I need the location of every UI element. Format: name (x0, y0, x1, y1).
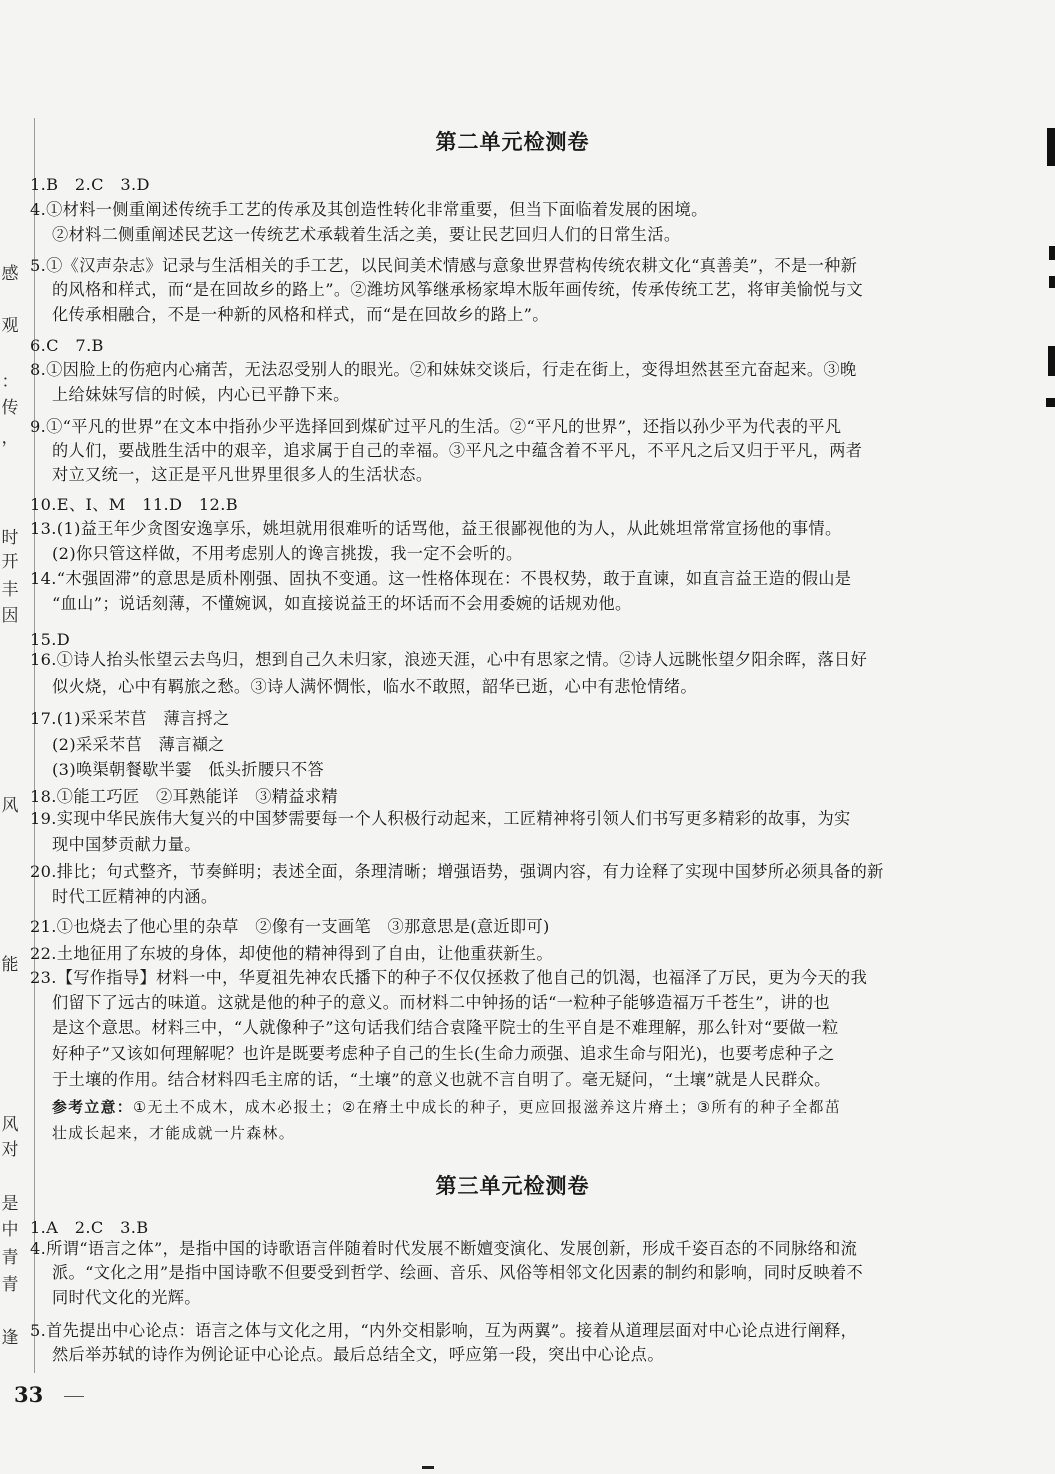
unit2-answer-line: 22.土地征用了东坡的身体，却使他的精神得到了自由，让他重获新生。 (30, 944, 553, 963)
unit2-answer-line: 的风格和样式，而“是在回故乡的路上”。②潍坊风筝继承杨家埠木版年画传统，传承传统工艺，将审美愉悦与文 (52, 280, 864, 299)
margin-char: 能 (1, 955, 19, 975)
margin-char: 因 (1, 606, 19, 626)
margin-char: 风 (1, 796, 19, 816)
unit2-answer-line: 于土壤的作用。结合材料四毛主席的话，“土壤”的意义也就不言自明了。毫无疑问，“土壤”就是人民群众。 (52, 1070, 831, 1089)
unit2-answer-line: 18.①能工巧匠 ②耳熟能详 ③精益求精 (30, 787, 338, 806)
unit2-answer-line: 19.实现中华民族伟大复兴的中国梦需要每一个人积极行动起来，工匠精神将引领人们书写更多精彩的故事，为实 (30, 809, 851, 828)
margin-char: 开 (1, 552, 19, 572)
reference-idea-line (52, 1121, 1014, 1147)
unit2-answer-line: 对立又统一，这正是平凡世界里很多人的生活状态。 (52, 465, 433, 484)
margin-char: 中 (1, 1220, 19, 1240)
unit2-answer-line: 6.C 7.B (30, 336, 104, 355)
bottom-mark (422, 1466, 434, 1469)
unit2-answer-line: (3)唤渠朝餐歇半霎 低头折腰只不答 (52, 760, 325, 779)
reference-text: 壮成长起来，才能成就一片森林。 (52, 1125, 295, 1142)
unit2-answer-line: 23.【写作指导】材料一中，华夏祖先神农氏播下的种子不仅仅拯救了他自己的饥渴，也福泽了万民，更为今天的我 (30, 968, 868, 987)
unit2-answer-line: 13.(1)益王年少贪图安逸享乐，姚坦就用很难听的话骂他，益王很鄙视他的为人，从此姚坦常常宣扬他的事情。 (30, 519, 842, 538)
unit2-answer-line: 好种子”又该如何理解呢？也许是既要考虑种子自己的生长(生命力顽强、追求生命与阳光)，也要考虑种子之 (52, 1044, 835, 1063)
unit2-title: 第二单元检测卷 (435, 130, 590, 154)
unit3-answer-line: 然后举苏轼的诗作为例论证中心论点。最后总结全文，呼应第一段，突出中心论点。 (52, 1345, 664, 1364)
page-number-rule (64, 1396, 84, 1397)
margin-char: 青 (1, 1275, 19, 1295)
unit3-answer-line: 同时代文化的光辉。 (52, 1288, 201, 1307)
unit2-answer-line: 上给妹妹写信的时候，内心已平静下来。 (52, 385, 350, 404)
unit2-answer-line: 4.①材料一侧重阐述传统手工艺的传承及其创造性转化非常重要，但当下面临着发展的困境。 (30, 200, 708, 219)
unit2-answer-line: 14.“木强固滞”的意思是质朴刚强、固执不变通。这一性格体现在：不畏权势，敢于直谏，如直言益王造的假山是 (30, 569, 852, 588)
unit2-answer-line: “血山”；说话刻薄，不懂婉讽，如直接说益王的坏话而不会用委婉的话规劝他。 (52, 594, 632, 613)
unit2-answer-line: 现中国梦贡献力量。 (52, 835, 201, 854)
margin-char: 时 (1, 528, 19, 548)
unit2-answer-line: 20.排比；句式整齐，节奏鲜明；表述全面，条理清晰；增强语势，强调内容，有力诠释了实现中国梦所必须具备的新 (30, 862, 884, 881)
unit2-answer-line: 21.①也烧去了他心里的杂草 ②像有一支画笔 ③那意思是(意近即可) (30, 917, 550, 936)
margin-char: 观 (1, 316, 19, 336)
unit3-title: 第三单元检测卷 (435, 1174, 590, 1198)
unit2-answer-line: 时代工匠精神的内涵。 (52, 887, 218, 906)
unit2-answer-line: 10.E、I、M 11.D 12.B (30, 495, 238, 514)
margin-char: ： (1, 372, 19, 392)
unit3-answer-line: 4.所谓“语言之体”，是指中国的诗歌语言伴随着时代发展不断嬗变演化、发展创新，形成千姿百态的不同脉络和流 (30, 1239, 858, 1258)
unit2-answer-line: 5.①《汉声杂志》记录与生活相关的手工艺，以民间美术情感与意象世界营构传统农耕文化“真善美”，不是一种新 (30, 256, 858, 275)
reference-idea-line (52, 1095, 1014, 1121)
unit2-answer-line: 们留下了远古的味道。这就是他的种子的意义。而材料二中钟扬的话“一粒种子能够造福万千苍生”，讲的也 (52, 993, 830, 1012)
unit2-answer-line: 似火烧，心中有羁旅之愁。③诗人满怀惆怅，临水不敢照，韶华已逝，心中有悲怆情绪。 (52, 677, 697, 696)
unit2-answer-line: (2)采采芣苢 薄言襭之 (52, 735, 225, 754)
page-number: 33 (14, 1382, 44, 1407)
unit2-answer-line: 8.①因脸上的伤疤内心痛苦，无法忍受别人的眼光。②和妹妹交谈后，行走在街上，变得坦然甚至亢奋起来。③晚 (30, 360, 857, 379)
unit2-answer-line: 15.D (30, 630, 71, 649)
unit2-answer-line: 是这个意思。材料三中，“人就像种子”这句话我们结合袁隆平院士的生平自是不难理解，那么针对“要做一粒 (52, 1018, 839, 1037)
margin-char: 是 (1, 1194, 19, 1214)
reference-label: 参考立意： (52, 1099, 133, 1116)
unit3-answer-line: 派。“文化之用”是指中国诗歌不但要受到哲学、绘画、音乐、风俗等相邻文化因素的制约和影响，同时反映着不 (52, 1263, 864, 1282)
unit2-answer-line: ②材料二侧重阐述民艺这一传统艺术承载着生活之美，要让民艺回归人们的日常生活。 (52, 225, 681, 244)
unit2-answer-line: 17.(1)采采芣苢 薄言捋之 (30, 709, 230, 728)
margin-char: 丰 (1, 580, 19, 600)
unit2-answer-line: 1.B 2.C 3.D (30, 175, 150, 194)
margin-char: 风 (1, 1115, 19, 1135)
margin-char: 青 (1, 1248, 19, 1268)
margin-char: 对 (1, 1140, 19, 1160)
margin-char: 传 (1, 398, 19, 418)
unit3-answer-line: 5.首先提出中心论点：语言之体与文化之用，“内外交相影响，互为两翼”。接着从道理层面对中心论点进行阐释， (30, 1321, 858, 1340)
unit2-answer-line: 16.①诗人抬头怅望云去鸟归，想到自己久未归家，浪迹天涯，心中有思家之情。②诗人远眺怅望夕阳余晖，落日好 (30, 650, 868, 669)
unit2-answer-line: 的人们，要战胜生活中的艰辛，追求属于自己的幸福。③平凡之中蕴含着不平凡，不平凡之后又归于平凡，两者 (52, 441, 863, 460)
unit2-answer-line: 9.①“平凡的世界”在文本中指孙少平选择回到煤矿过平凡的生活。②“平凡的世界”，还指以孙少平为代表的平凡 (30, 417, 842, 436)
unit2-answer-line: 化传承相融合，不是一种新的风格和样式，而“是在回故乡的路上”。 (52, 305, 549, 324)
margin-char: 感 (1, 264, 19, 284)
unit2-answer-line: (2)你只管这样做，不用考虑别人的谗言挑拨，我一定不会听的。 (52, 544, 523, 563)
margin-char: 逢 (1, 1328, 19, 1348)
unit3-answer-line: 1.A 2.C 3.B (30, 1218, 149, 1237)
reference-text: ①无土不成木，成木必报土；②在瘠土中成长的种子，更应回报滋养这片瘠土；③所有的种子全都茁 (133, 1099, 842, 1116)
margin-char: ， (1, 428, 19, 448)
